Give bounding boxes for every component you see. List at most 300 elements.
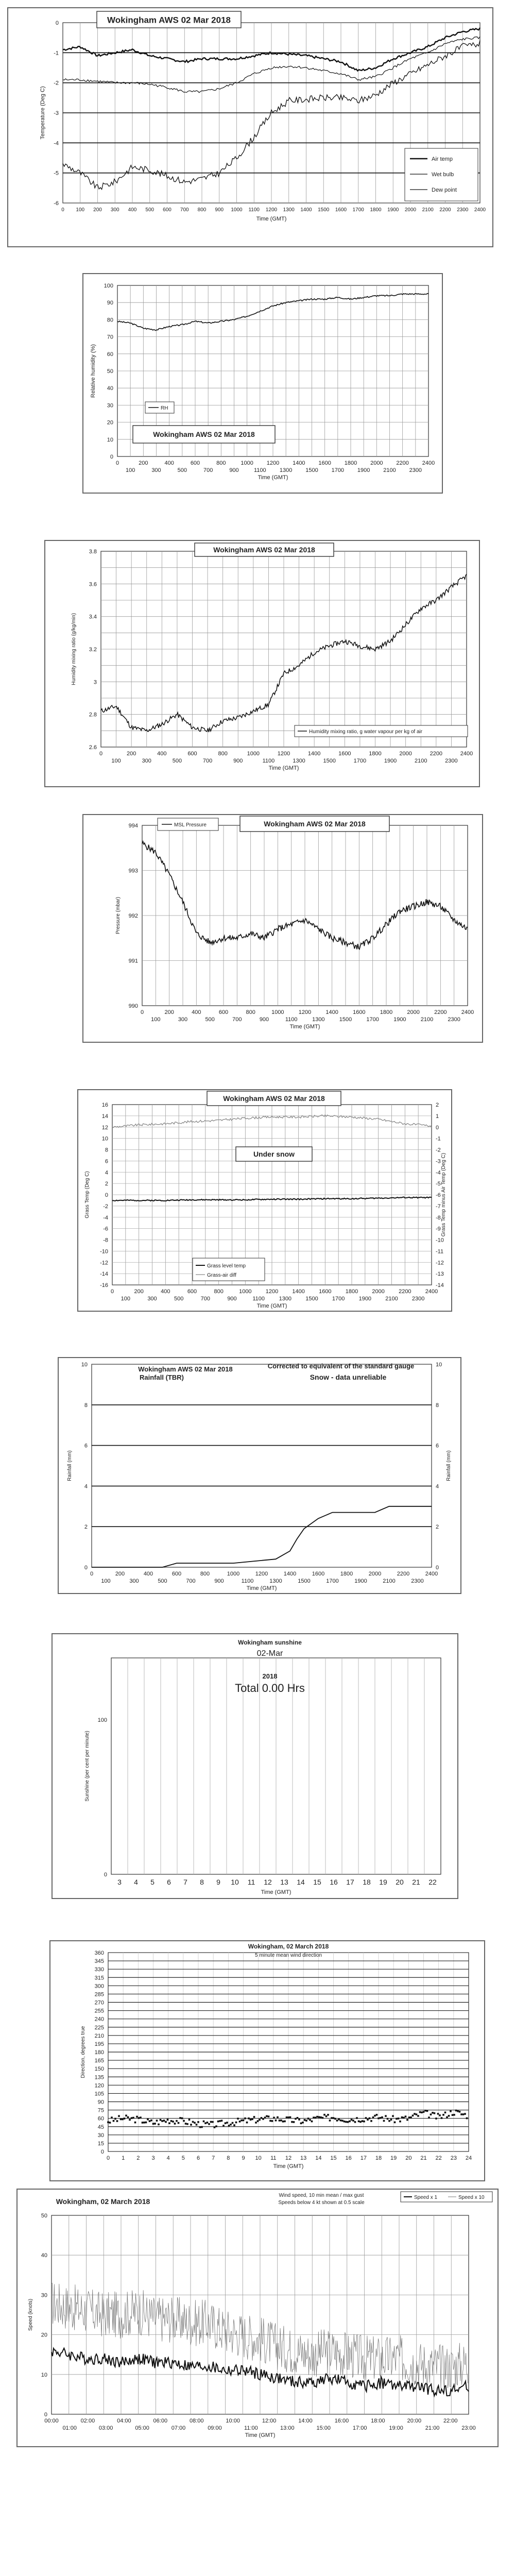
data-point [244,2117,246,2120]
x-tick-label: 2000 [404,207,417,213]
y-tick-label: 0 [105,1192,108,1198]
x-tick-label: 1700 [326,1578,339,1584]
y-tick-label: -3 [54,110,59,116]
data-point [201,2126,203,2128]
x-tick-label: 16 [345,2155,352,2161]
data-point [262,2118,264,2120]
x-tick-label: 12 [285,2155,292,2161]
x-tick-label: 1600 [338,751,351,757]
data-point [178,2122,180,2124]
x-tick-label: 11 [247,1878,255,1886]
y-tick-label-right: 4 [436,1483,439,1490]
data-point [300,2122,302,2124]
chart-annotation: Under snow [253,1150,295,1158]
data-point [286,2116,288,2119]
chart-title: Wokingham, 02 March 2018 [56,2197,150,2206]
chart-subtitle: Speeds below 4 kt shown at 0.5 scale [278,2200,365,2206]
x-tick-label: 0 [61,207,64,213]
data-point [334,2118,336,2120]
x-tick-label: 100 [125,467,135,473]
y-tick-label: 8 [84,1402,88,1409]
x-tick-label: 10 [231,1878,239,1886]
y-tick-label: 12 [101,1124,108,1131]
data-point [143,2122,145,2124]
x-tick-label: 100 [76,207,85,213]
x-tick-label: 2000 [407,1009,420,1015]
wind-speed-chart [18,2190,497,2446]
y-tick-label: 30 [97,2132,104,2139]
data-point [226,2122,228,2124]
data-point [179,2117,181,2119]
y-axis-label: Grass Temp (Deg C) [84,1171,90,1218]
x-tick-label: 6 [167,1878,171,1886]
data-point [424,2110,426,2112]
legend-label: Humidity mixing ratio, g water vapour per kg of air [309,729,423,735]
x-tick-label: 800 [216,460,226,466]
x-tick-label: 400 [157,751,167,757]
x-tick-label: 22 [428,1878,437,1886]
data-point [185,2123,187,2125]
x-axis-label: Time (GMT) [246,1585,277,1591]
y-tick-label-right: -12 [436,1260,444,1266]
legend-label: Dew point [432,187,457,193]
mixing-ratio-chart-panel [44,540,480,787]
y-tick-label: 6 [105,1158,108,1165]
y-tick-label: 70 [107,334,113,341]
y-axis-label-right: Rainfall (mm) [446,1450,452,1481]
x-tick-label: 1900 [384,758,397,764]
x-tick-label: 700 [200,1296,211,1302]
x-tick-label: 700 [203,467,213,473]
x-tick-label: 20 [396,1878,404,1886]
data-point [448,2115,450,2117]
x-tick-label: 13 [300,2155,307,2161]
data-point [118,2115,120,2117]
data-point [165,2121,167,2123]
x-tick-label: 1800 [380,1009,393,1015]
data-point [428,2116,430,2119]
y-axis-label: Pressure (mbar) [115,896,121,935]
data-point [408,2116,410,2119]
humidity-chart [83,274,442,493]
data-point [304,2119,306,2121]
y-tick-label-right: 1 [436,1113,439,1120]
data-point [237,2117,239,2120]
y-tick-label: 50 [41,2213,47,2219]
y-tick-label: 20 [41,2332,47,2338]
data-point [113,2120,115,2122]
x-tick-label: 4 [166,2155,170,2161]
y-axis-label: Temperature (Deg C) [40,86,46,140]
x-tick-label: 400 [161,1289,170,1295]
y-tick-label: 40 [107,385,113,392]
data-point [435,2117,437,2120]
x-tick-label: 1500 [305,467,318,473]
x-tick-label: 200 [115,1571,125,1577]
data-point [372,2116,374,2119]
mixing-ratio-chart [45,541,479,786]
data-point [452,2114,454,2116]
x-tick-label: 15:00 [316,2425,331,2431]
x-tick-label: 800 [214,1289,224,1295]
data-point [134,2122,136,2124]
x-tick-label: 100 [101,1578,111,1584]
y-tick-label-right: -8 [436,1214,441,1221]
data-point [158,2124,160,2126]
y-tick-label-right: -7 [436,1203,441,1210]
chart-title: Wokingham sunshine [238,1639,302,1646]
x-tick-label: 700 [180,207,189,213]
x-tick-label: 2000 [370,460,383,466]
y-tick-label: 3.4 [89,614,97,620]
data-point [266,2115,268,2117]
y-tick-label: 8 [105,1147,108,1154]
data-point [219,2120,221,2122]
y-tick-label: 6 [84,1443,88,1449]
x-axis-label: Time (GMT) [261,1889,291,1895]
x-tick-label: 2300 [411,1578,424,1584]
y-tick-label-right: 2 [436,1102,439,1108]
y-tick-label-right: 0 [436,1124,439,1131]
y-tick-label: 285 [94,1991,104,1998]
x-tick-label: 0 [106,2155,110,2161]
y-tick-label: 10 [107,436,113,443]
x-tick-label: 11:00 [244,2425,258,2431]
data-point [127,2116,129,2119]
sunshine-chart-panel [52,1633,458,1899]
y-tick-label-right: -1 [436,1136,441,1142]
x-tick-label: 03:00 [98,2425,113,2431]
x-tick-label: 900 [259,1016,269,1023]
data-point [298,2119,300,2121]
x-tick-label: 900 [233,758,243,764]
y-tick-label-right: -9 [436,1226,441,1232]
x-tick-label: 800 [197,207,207,213]
x-tick-label: 14 [297,1878,305,1886]
x-tick-label: 2200 [430,751,443,757]
x-tick-label: 1400 [293,460,305,466]
data-point [176,2120,178,2122]
y-tick-label: 30 [41,2292,47,2299]
data-point [243,2120,245,2122]
x-tick-label: 02:00 [80,2418,95,2424]
data-point [439,2114,441,2116]
rainfall-chart [59,1358,460,1593]
x-tick-label: 1600 [318,460,331,466]
x-tick-label: 24 [465,2155,472,2161]
x-tick-label: 1900 [357,467,370,473]
x-tick-label: 1700 [332,1296,345,1302]
y-tick-label: 20 [107,419,113,426]
x-tick-label: 700 [186,1578,196,1584]
x-tick-label: 1400 [325,1009,338,1015]
data-point [251,2119,253,2121]
x-tick-label: 6 [196,2155,200,2161]
x-tick-label: 1000 [227,1571,240,1577]
x-tick-label: 1800 [369,751,382,757]
y-tick-label: 0 [44,2412,47,2418]
data-point [462,2113,465,2115]
data-point [403,2117,405,2119]
x-tick-label: 1000 [271,1009,284,1015]
x-tick-label: 200 [164,1009,174,1015]
y-tick-label: 0 [110,454,113,460]
x-tick-label: 400 [143,1571,153,1577]
data-point [107,2121,109,2123]
data-point [341,2120,344,2122]
x-tick-label: 100 [111,758,121,764]
data-point [190,2124,192,2126]
data-point [466,2117,468,2120]
x-tick-label: 1000 [231,207,243,213]
data-point [233,2124,235,2126]
data-point [122,2119,124,2121]
data-point [277,2116,279,2119]
data-point [464,2113,466,2115]
data-point [406,2119,408,2121]
data-point [345,2121,347,2123]
x-tick-label: 0 [140,1009,144,1015]
data-point [320,2116,322,2119]
data-point [358,2121,360,2123]
x-tick-label: 15 [330,2155,337,2161]
data-point [168,2122,170,2124]
data-point [410,2116,412,2119]
data-point [199,2126,201,2128]
y-tick-label: -2 [54,80,59,87]
x-tick-label: 4 [134,1878,138,1886]
data-point [434,2112,436,2114]
data-point [181,2117,183,2120]
chart-total: Total 0.00 Hrs [235,1682,305,1694]
data-point [163,2120,165,2122]
data-point [311,2121,313,2123]
data-point [114,2118,116,2120]
data-point [365,2117,367,2119]
y-tick-label: 3 [93,679,97,686]
data-point [399,2121,401,2123]
x-tick-label: 1500 [298,1578,311,1584]
chart-title: Wokingham AWS 02 Mar 2018 [153,430,255,438]
x-tick-label: 1300 [269,1578,282,1584]
x-tick-label: 2300 [411,1296,425,1302]
x-tick-label: 1100 [285,1016,298,1023]
data-point [131,2117,133,2119]
x-tick-label: 900 [229,467,239,473]
y-tick-label: 994 [128,823,138,829]
chart-title: Wokingham AWS 02 Mar 2018 [138,1365,233,1373]
x-tick-label: 500 [145,207,154,213]
x-tick-label: 2400 [461,1009,474,1015]
x-tick-label: 14:00 [298,2418,313,2424]
data-point [398,2117,400,2120]
x-axis-label: Time (GMT) [258,474,288,481]
chart-title: Wokingham AWS 02 Mar 2018 [107,15,231,25]
y-tick-label: -14 [100,1271,108,1278]
temperature-chart-panel [7,7,493,247]
x-tick-label: 7 [212,2155,215,2161]
x-tick-label: 23:00 [461,2425,476,2431]
y-tick-label: 100 [104,283,113,289]
data-point [109,2122,111,2124]
data-point [396,2118,398,2120]
y-tick-label: 90 [107,300,113,307]
x-tick-label: 10 [255,2155,262,2161]
data-point [333,2117,335,2119]
x-tick-label: 1 [122,2155,125,2161]
x-tick-label: 18 [375,2155,382,2161]
data-point [459,2111,461,2113]
x-axis-label: Time (GMT) [245,2432,276,2438]
y-tick-label-right: -5 [436,1181,441,1188]
sunshine-chart [53,1634,457,1898]
x-tick-label: 1400 [283,1571,297,1577]
x-axis-label: Time (GMT) [268,765,299,771]
y-tick-label-right: -2 [436,1147,441,1154]
x-tick-label: 2100 [383,1578,396,1584]
data-point [188,2119,191,2121]
grass-temp-chart-panel [77,1089,452,1312]
x-tick-label: 21 [420,2155,427,2161]
y-tick-label: 0 [84,1565,88,1571]
data-point [208,2123,210,2125]
data-point [370,2120,372,2122]
x-tick-label: 1600 [312,1571,325,1577]
data-point [453,2114,455,2116]
y-tick-label: 80 [107,317,113,324]
data-point [327,2114,329,2116]
data-point [313,2116,315,2119]
legend-label: RH [161,405,168,411]
y-tick-label: 90 [97,2099,104,2106]
y-tick-label: 75 [97,2107,104,2114]
x-tick-label: 2200 [439,207,451,213]
y-tick-label: 991 [128,958,138,964]
data-point [446,2116,448,2119]
data-point [212,2121,214,2123]
data-point [323,2114,325,2116]
x-tick-label: 2200 [397,1571,410,1577]
x-tick-label: 900 [215,207,224,213]
x-tick-label: 19 [379,1878,387,1886]
x-tick-label: 200 [126,751,136,757]
x-tick-label: 3 [117,1878,122,1886]
data-point [250,2119,252,2121]
data-point [392,2115,394,2117]
data-point [325,2115,328,2117]
x-tick-label: 2300 [445,758,458,764]
plot-area [92,1364,432,1567]
legend-label: Air temp [432,156,453,162]
y-tick-label-right: 8 [436,1402,439,1409]
x-tick-label: 9 [242,2155,245,2161]
y-tick-label: 60 [107,351,113,358]
data-point [390,2119,392,2121]
x-tick-label: 0 [99,751,103,757]
x-axis-label: Time (GMT) [256,216,287,222]
data-point [354,2121,356,2123]
x-tick-label: 0 [115,460,119,466]
y-tick-label: -4 [54,140,59,147]
data-point [383,2120,385,2122]
x-tick-label: 300 [142,758,151,764]
x-tick-label: 500 [174,1296,184,1302]
data-point [282,2121,284,2123]
y-tick-label-right: 2 [436,1524,439,1531]
data-point [322,2117,324,2119]
y-axis-label: Speed (knots) [28,2298,33,2331]
data-point [376,2114,378,2116]
y-tick-label: 105 [94,2091,104,2097]
x-tick-label: 1500 [318,207,330,213]
x-tick-label: 200 [139,460,148,466]
x-tick-label: 1500 [339,1016,352,1023]
x-tick-label: 300 [110,207,119,213]
x-tick-label: 900 [214,1578,224,1584]
y-tick-label: -2 [103,1203,108,1210]
x-tick-label: 2100 [422,207,434,213]
data-point [377,2117,380,2120]
y-tick-label: -4 [103,1214,108,1221]
x-tick-label: 100 [121,1296,131,1302]
x-tick-label: 1300 [293,758,305,764]
x-tick-label: 15 [313,1878,321,1886]
y-tick-label: 210 [94,2032,104,2039]
x-tick-label: 1200 [298,1009,312,1015]
y-tick-label: 10 [41,2371,47,2378]
data-point [232,2122,234,2124]
data-point [437,2113,439,2115]
x-tick-label: 1800 [340,1571,353,1577]
data-point [455,2110,457,2112]
data-point [359,2121,362,2123]
x-tick-label: 5 [181,2155,185,2161]
data-point [287,2116,289,2119]
y-tick-label: 150 [94,2066,104,2073]
x-tick-label: 1600 [335,207,347,213]
data-point [460,2113,462,2115]
x-tick-label: 1100 [252,1296,265,1302]
data-point [416,2113,418,2115]
x-tick-label: 22:00 [443,2418,458,2424]
data-point [241,2120,243,2122]
data-point [192,2121,194,2123]
x-tick-label: 2200 [396,460,409,466]
x-tick-label: 1500 [305,1296,318,1302]
x-tick-label: 11 [270,2155,277,2161]
data-point [217,2121,219,2123]
data-point [207,2122,209,2124]
x-tick-label: 1100 [262,758,275,764]
x-tick-label: 2300 [457,207,469,213]
data-point [268,2115,270,2117]
legend-label: Grass level temp [207,1263,246,1269]
x-tick-label: 21:00 [425,2425,440,2431]
data-point [140,2116,142,2119]
data-point [116,2120,118,2122]
y-tick-label: -16 [100,1282,108,1289]
chart-title: Wokingham AWS 02 Mar 2018 [213,546,315,554]
x-tick-label: 900 [227,1296,237,1302]
data-point [381,2116,383,2119]
x-tick-label: 9 [216,1878,220,1886]
data-point [255,2122,257,2124]
data-point [338,2119,340,2121]
x-tick-label: 1700 [353,758,367,764]
data-point [214,2126,216,2128]
data-point [174,2123,176,2125]
chart-subtitle: 5 minute mean wind direction [254,1953,322,1958]
